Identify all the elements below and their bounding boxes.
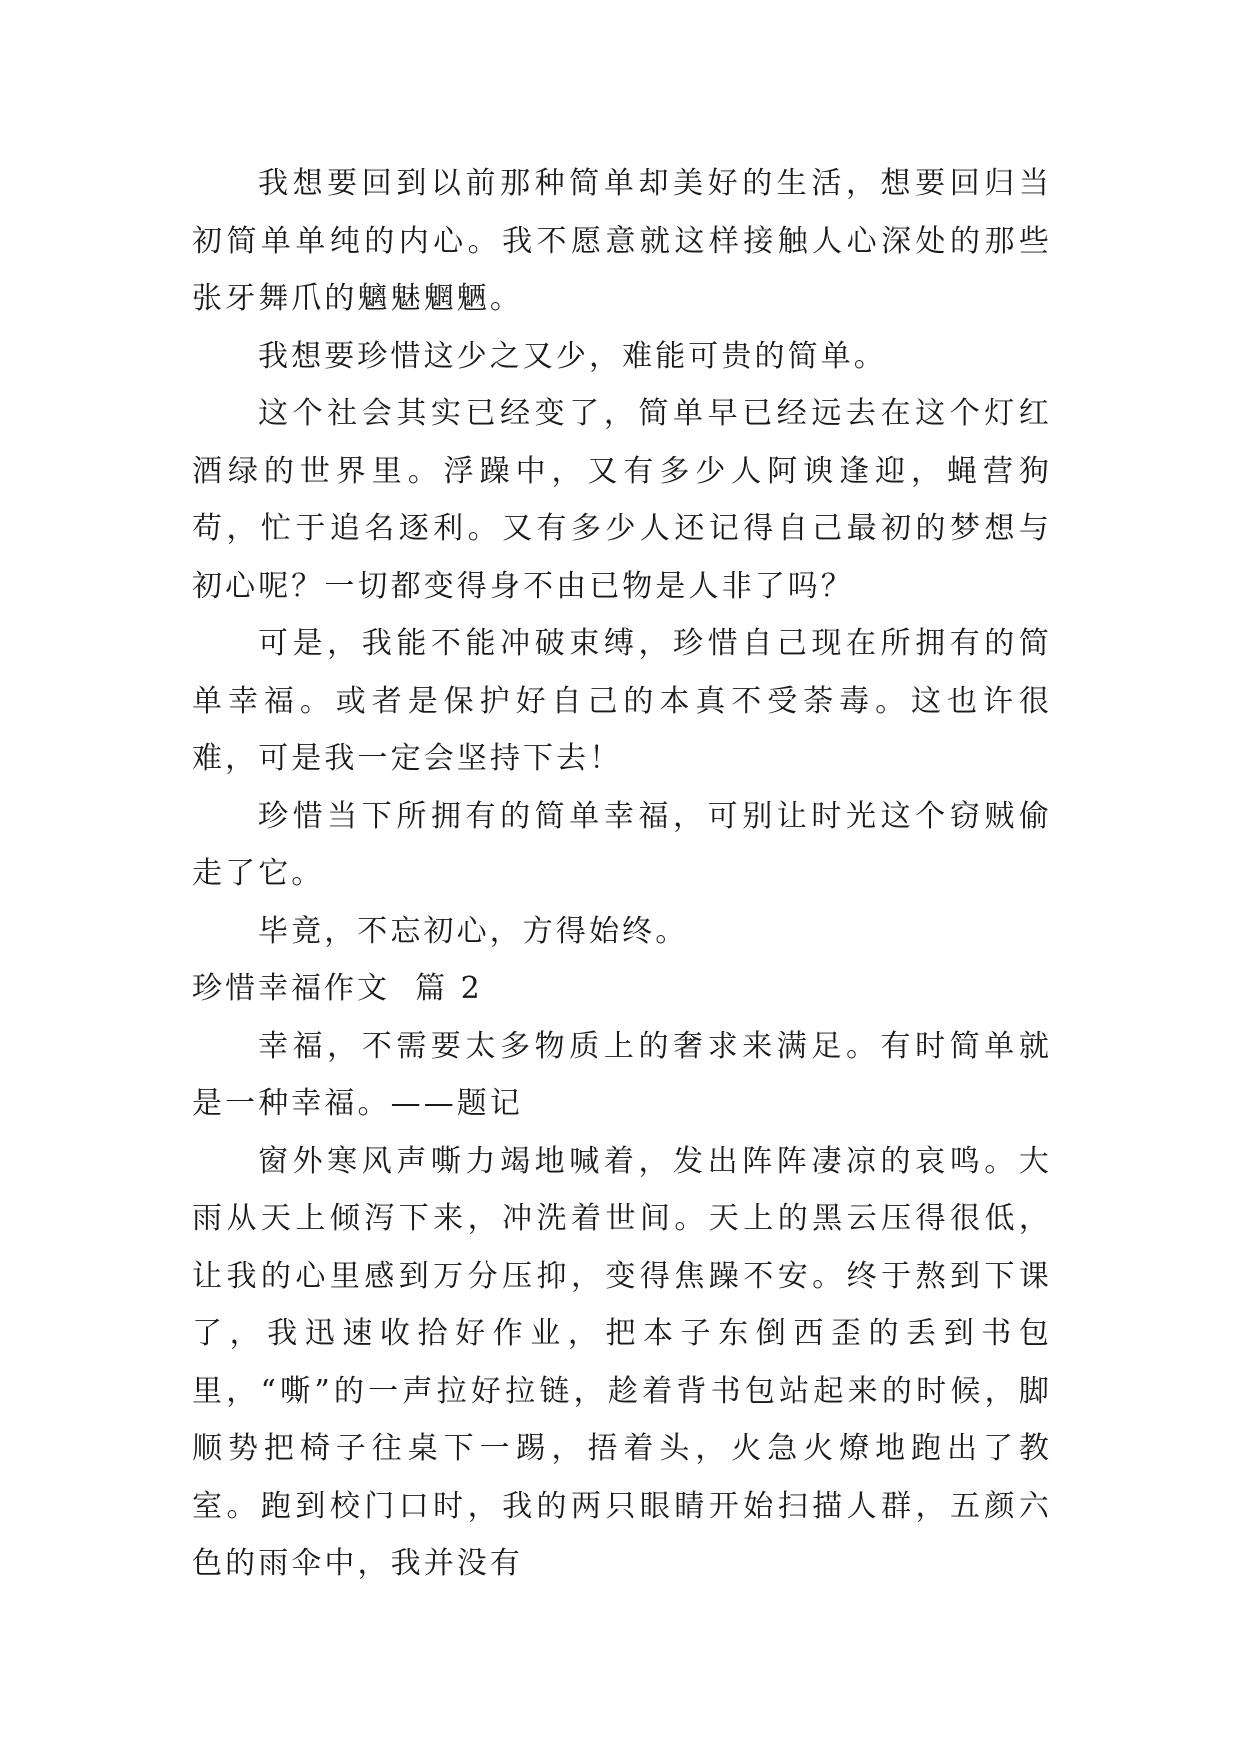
section-heading: 珍惜幸福作文 篇 2 <box>192 971 483 1006</box>
paragraph: 珍惜当下所拥有的简单幸福，可别让时光这个窃贼偷走了它。 <box>192 798 1052 891</box>
paragraph: 可是，我能不能冲破束缚，珍惜自己现在所拥有的简单幸福。或者是保护好自己的本真不受荼毒。这也许很难，可是我一定会坚持下去！ <box>192 626 1052 776</box>
paragraph: 我想要珍惜这少之又少，难能可贵的简单。 <box>258 338 887 374</box>
document-page <box>192 155 1052 1593</box>
paragraph: 毕竟，不忘初心，方得始终。 <box>258 913 689 949</box>
paragraph: 窗外寒风声嘶力竭地喊着，发出阵阵凄凉的哀鸣。大雨从天上倾泻下来，冲洗着世间。天上的黑云压得很低，让我的心里感到万分压抑，变得焦躁不安。终于熬到下课了，我迅速收拾好作业，把本子东倒西歪的丢到书包里，“嘶”的一声拉好拉链，趁着背书包站起来的时候，脚顺势把椅子往桌下一踢，捂着头，火急火燎地跑出了教室。跑到校门口时，我的两只眼睛开始扫描人群，五颜六色的雨伞中，我并没有 <box>192 1143 1052 1581</box>
paragraph: 这个社会其实已经变了，简单早已经远去在这个灯红酒绿的世界里。浮躁中，又有多少人阿谀逢迎，蝇营狗苟，忙于追名逐利。又有多少人还记得自己最初的梦想与初心呢？一切都变得身不由已物是人非了吗？ <box>192 396 1052 604</box>
paragraph: 幸福，不需要太多物质上的奢求来满足。有时简单就是一种幸福。——题记 <box>192 1028 1052 1121</box>
paragraph: 我想要回到以前那种简单却美好的生活，想要回归当初简单单纯的内心。我不愿意就这样接触人心深处的那些张牙舞爪的魑魅魍魉。 <box>192 166 1052 316</box>
